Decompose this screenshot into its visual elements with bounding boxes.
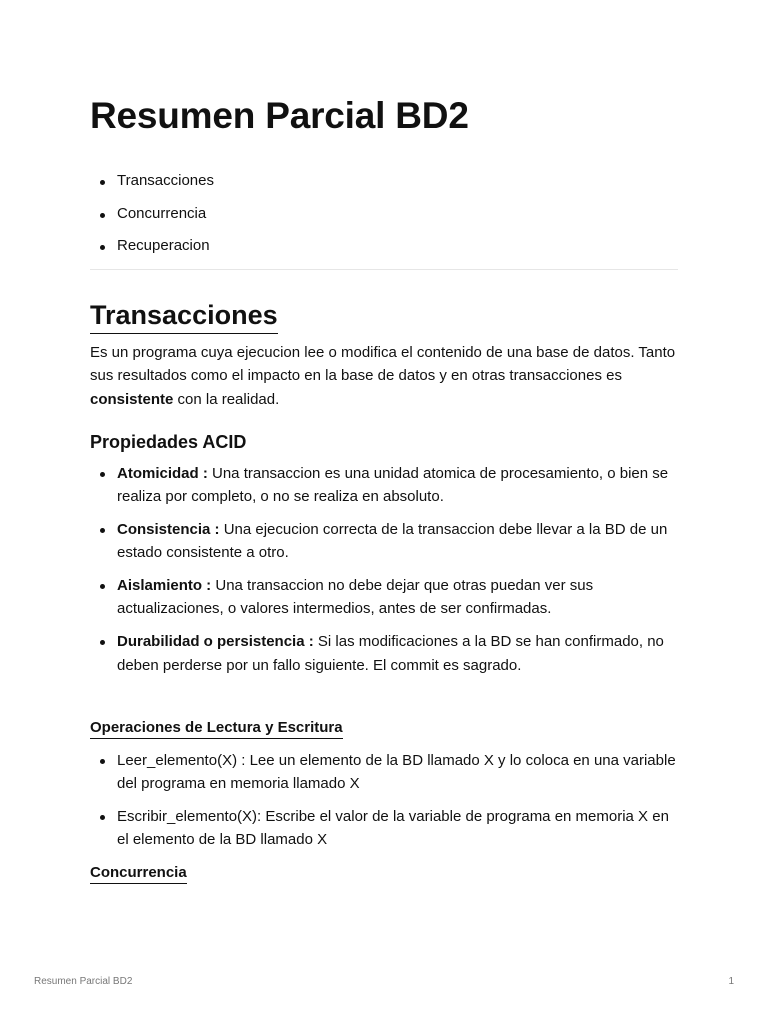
ops-heading: Operaciones de Lectura y Escritura <box>90 718 343 739</box>
toc-item-recuperacion: Recuperacion <box>90 235 678 257</box>
intro-bold-term: consistente <box>90 390 174 408</box>
divider <box>90 269 678 270</box>
acid-description: Una transaccion es una unidad atomica de procesamiento, o bien se realiza por completo, o no se realiza en absoluto. <box>117 465 669 506</box>
acid-heading: Propiedades ACID <box>90 432 247 452</box>
section-heading-transacciones: Transacciones <box>90 298 278 334</box>
ops-item-escribir: Escribir_elemento(X): Escribe el valor de la variable de programa en memoria X en el elemento de la BD llamado X <box>90 805 678 852</box>
acid-term: Aislamiento : <box>117 577 212 595</box>
concurrencia-heading: Concurrencia <box>90 863 187 884</box>
acid-term: Durabilidad o persistencia : <box>117 633 314 651</box>
acid-description: Una transaccion no debe dejar que otras puedan ver sus actualizaciones, o valores intermedios, antes de ser confirmadas. <box>117 577 594 618</box>
intro-paragraph <box>90 341 678 411</box>
page-number: 1 <box>728 976 734 987</box>
acid-item-consistencia <box>90 518 678 565</box>
acid-item-atomicidad <box>90 462 678 509</box>
acid-item-durabilidad <box>90 630 678 677</box>
acid-term: Consistencia : <box>117 521 220 539</box>
ops-item-leer: Leer_elemento(X) : Lee un elemento de la BD llamado X y lo coloca en una variable del programa en memoria llamado X <box>90 749 678 796</box>
toc-item-transacciones: Transacciones <box>90 170 678 192</box>
footer-title: Resumen Parcial BD2 <box>34 976 133 987</box>
acid-description: Si las modificaciones a la BD se han confirmado, no deben perderse por un fallo siguiente. El commit es sagrado. <box>117 633 664 674</box>
acid-list <box>90 462 678 686</box>
table-of-contents <box>90 170 678 268</box>
toc-item-concurrencia: Concurrencia <box>90 203 678 225</box>
intro-text: Es un programa cuya ejecucion lee o modifica el contenido de una base de datos. Tanto sus resultados como el impacto en la base de datos y en otras transacciones es <box>90 344 676 385</box>
acid-term: Atomicidad : <box>117 465 208 482</box>
acid-item-aislamiento <box>90 574 678 621</box>
page-title: Resumen Parcial BD2 <box>90 95 469 136</box>
acid-description: Una ejecucion correcta de la transaccion debe llevar a la BD de un estado consistente a otro. <box>117 521 668 562</box>
ops-list <box>90 749 678 861</box>
intro-text-end: con la realidad. <box>173 390 280 408</box>
